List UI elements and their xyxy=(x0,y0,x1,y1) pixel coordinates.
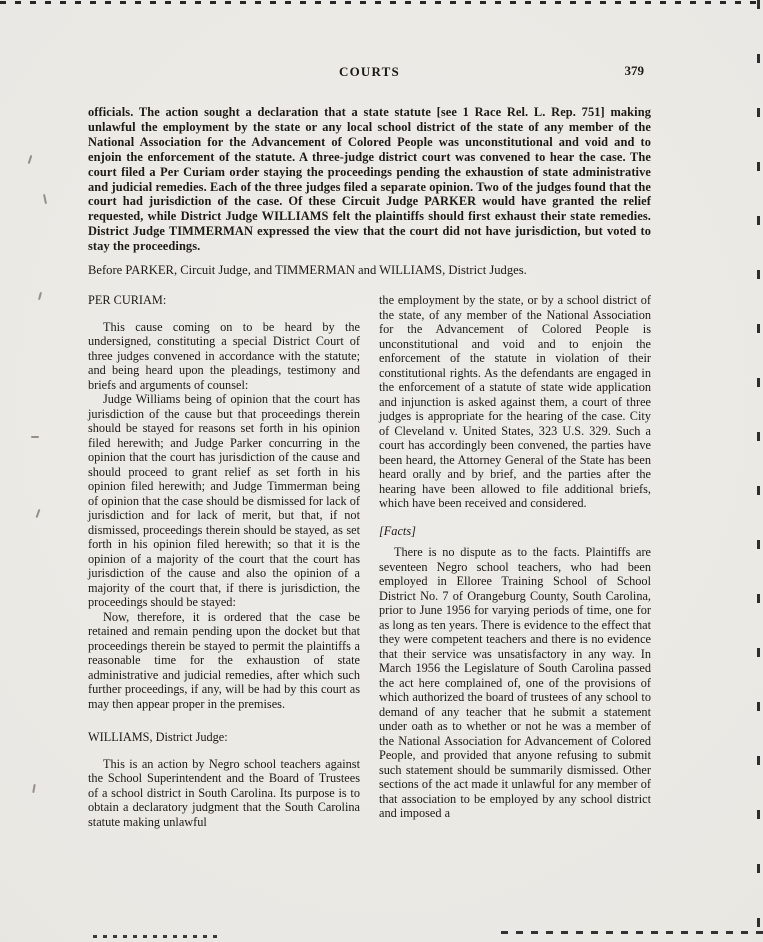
left-column xyxy=(88,293,360,829)
margin-mark-artifact xyxy=(43,194,47,204)
per-curiam-heading: PER CURIAM: xyxy=(88,293,167,308)
opinion-paragraph: This is an action by Negro school teachers against the School Superintendent and the Board of Trustees of a school district in South Carolina. Its purpose is to obtain a declaratory judgment that the South Carolina statute making unlawful xyxy=(88,756,360,829)
right-column xyxy=(379,293,651,829)
opinion-paragraph: the employment by the state, or by a school district of the state, of any member of the National Association for the Advancement of Colored People is unconstitutional and void and to enjoin the enforcement of the statute in violation of their constitutional rights. As the defendants are engaged in the enforcement of a statute of state wide application and injunction is asked against them, a court of three judges is appropriate for the hearing of the case. City of Cleveland v. United States, 323 U.S. 329. Such a court has accordingly been convened, the parties have been heard, the Attorney General of the State has been heard orally and by brief, and the parties after the hearing have been allowed to file additional briefs, which have been received and considered. xyxy=(379,293,651,511)
opinion-paragraph: There is no dispute as to the facts. Plaintiffs are seventeen Negro school teachers, who had been employed in Elloree Training School of School District No. 7 of Orangeburg County, South Carolina, prior to June 1956 for varying periods of time, one for as long as ten years. There is evidence to the effect that they were competent teachers and there is no evidence that their service was unsatisfactory in any way. In March 1956 the Legislature of South Carolina passed the act here complained of, one of the provisions of which authorized the board of trustees of any school to demand of any teacher that he submit a statement under oath as to whether or not he was a member of the National Association for Advancement of Colored People, and provided that anyone refusing to submit such statement should be summarily dismissed. Other sections of the act made it unlawful for any member of that association to be employed by any school district and imposed a xyxy=(379,545,651,821)
perforation-bottom-left-edge xyxy=(93,935,218,938)
margin-mark-artifact xyxy=(38,292,42,300)
perforation-top-edge xyxy=(0,1,763,4)
margin-mark-artifact xyxy=(36,509,41,518)
running-head-title: COURTS xyxy=(339,64,400,79)
judges-before-line: Before PARKER, Circuit Judge, and TIMMERMAN and WILLIAMS, District Judges. xyxy=(88,263,527,278)
page-number: 379 xyxy=(624,63,644,78)
facts-subheading: [Facts] xyxy=(379,523,416,538)
margin-mark-artifact xyxy=(28,155,33,164)
perforation-bottom-right-edge xyxy=(501,931,763,934)
opinion-paragraph: This cause coming on to be heard by the undersigned, constituting a special District Court of three judges convened in accordance with the statute; and being heard upon the pleadings, testimony and briefs and arguments of counsel: xyxy=(88,319,360,392)
two-column-body xyxy=(88,293,651,829)
margin-mark-artifact xyxy=(31,436,39,438)
williams-judge-heading: WILLIAMS, District Judge: xyxy=(88,730,228,745)
case-headnote: officials. The action sought a declaration that a state statute [see 1 Race Rel. L. Rep. 751] making unlawful the employment by the state or any local school district of the state of any member of the National Association for the Advancement of Colored People was unconstitutional and void and to enjoin the enforcement of the statute. A three-judge district court was convened to hear the case. The court filed a Per Curiam order staying the proceedings pending the exhaustion of state administrative and judicial remedies. Each of the three judges filed a separate opinion. Two of the judges found that the court had jurisdiction of the case. Of these Circuit Judge PARKER would have granted the relief requested, while District Judge WILLIAMS felt the plaintiffs should first exhaust their state remedies. District Judge TIMMERMAN expressed the view that the court did not have jurisdiction, but voted to stay the proceedings. xyxy=(88,105,651,254)
opinion-paragraph: Judge Williams being of opinion that the court has jurisdiction of the cause but that proceedings therein should be stayed for reasons set forth in his opinion filed herewith; and Judge Parker concurring in the opinion that the court has jurisdiction of the cause and should proceed to grant relief as set forth in his opinion filed herewith; and Judge Timmerman being of opinion that the case should be dismissed for lack of jurisdiction and for lack of merit, but that, if not dismissed, proceedings therein should be stayed, as set forth in his opinion filed herewith; so that it is the opinion of a majority of the court that the court has jurisdiction of the cause and also the opinion of a majority of the court that, if there is jurisdiction, the proceedings should be stayed: xyxy=(88,392,360,610)
opinion-paragraph: Now, therefore, it is ordered that the case be retained and remain pending upon the docket but that proceedings therein be stayed to permit the plaintiffs a reasonable time for the exhaustion of state administrative and judicial remedies, after which such further proceedings, if any, will be had by this court as may then appear proper in the premises. xyxy=(88,609,360,711)
running-head xyxy=(88,63,651,79)
margin-mark-artifact xyxy=(32,784,36,793)
page-content xyxy=(88,63,651,829)
perforation-right-edge xyxy=(757,0,760,942)
